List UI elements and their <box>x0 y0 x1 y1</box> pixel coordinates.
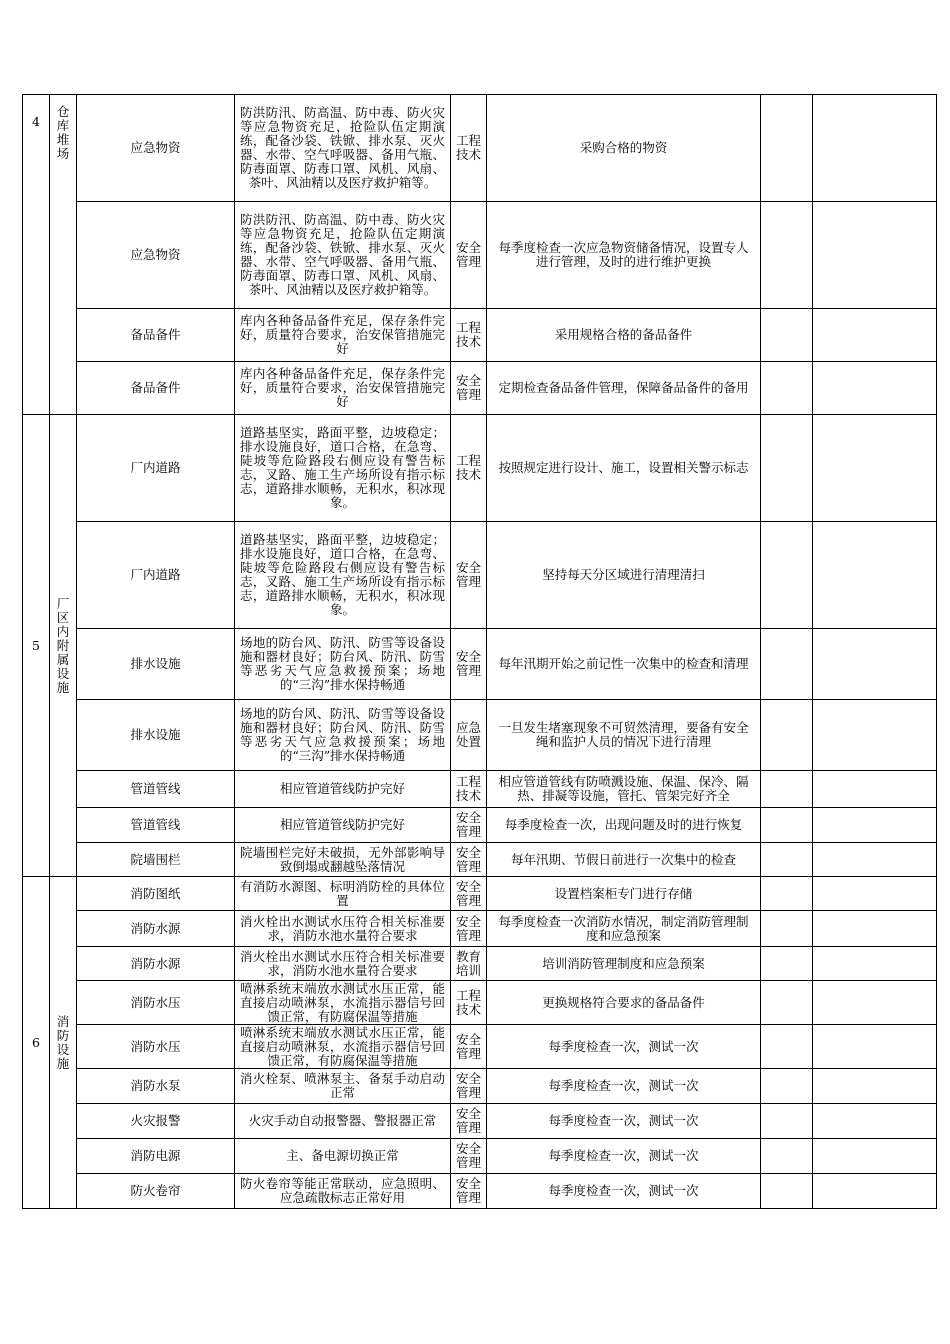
measure-type: 安全管理 <box>451 1025 487 1069</box>
requirement: 主、备电源切换正常 <box>235 1139 451 1174</box>
table-row <box>23 771 937 808</box>
control-measure: 每季度检查一次，测试一次 <box>487 1025 761 1069</box>
control-measure: 每季度检查一次，测试一次 <box>487 1174 761 1209</box>
item-name: 消防水泵 <box>77 1069 235 1104</box>
empty-cell-b <box>813 95 937 202</box>
table-row <box>23 415 937 522</box>
empty-cell-b <box>813 1139 937 1174</box>
control-measure: 定期检查备品备件管理，保障备品备件的备用 <box>487 362 761 415</box>
control-measure: 每季度检查一次消防水情况，制定消防管理制度和应急预案 <box>487 911 761 947</box>
item-name: 防火卷帘 <box>77 1174 235 1209</box>
empty-cell-a <box>761 1174 813 1209</box>
item-name: 管道管线 <box>77 771 235 808</box>
measure-type: 安全管理 <box>451 629 487 700</box>
control-measure: 更换规格符合要求的备品备件 <box>487 981 761 1025</box>
measure-type: 安全管理 <box>451 1174 487 1209</box>
empty-cell-a <box>761 415 813 522</box>
measure-type: 工程技术 <box>451 771 487 808</box>
measure-type: 安全管理 <box>451 1069 487 1104</box>
table-row <box>23 629 937 700</box>
measure-type: 工程技术 <box>451 95 487 202</box>
requirement: 喷淋系统末端放水测试水压正常，能直接启动喷淋泵，水流指示器信号回馈正常，有防腐保温等措施 <box>235 1025 451 1069</box>
item-name: 火灾报警 <box>77 1104 235 1139</box>
group-name: 厂区内附属设施 <box>50 415 77 877</box>
measure-type: 工程技术 <box>451 415 487 522</box>
control-measure: 坚持每天分区域进行清理清扫 <box>487 522 761 629</box>
table-row <box>23 1104 937 1139</box>
item-name: 排水设施 <box>77 629 235 700</box>
item-name: 消防图纸 <box>77 877 235 911</box>
requirement: 库内各种备品备件充足，保存条件完好，质量符合要求，治安保管措施完好 <box>235 362 451 415</box>
empty-cell-a <box>761 843 813 877</box>
table-row <box>23 362 937 415</box>
measure-type: 安全管理 <box>451 202 487 309</box>
hazard-control-table <box>22 94 937 1209</box>
requirement: 道路基坚实，路面平整，边坡稳定；排水设施良好，道口合格，在急弯、陡坡等危险路段右侧应设有警告标志，叉路、施工生产场所设有指示标志，道路排水顺畅，无积水，积冰现象。 <box>235 522 451 629</box>
control-measure: 每季度检查一次应急物资储备情况，设置专人进行管理，及时的进行维护更换 <box>487 202 761 309</box>
measure-type: 安全管理 <box>451 1139 487 1174</box>
group-number: 5 <box>23 415 50 877</box>
empty-cell-a <box>761 95 813 202</box>
item-name: 应急物资 <box>77 202 235 309</box>
empty-cell-a <box>761 700 813 771</box>
empty-cell-b <box>813 808 937 843</box>
requirement: 有消防水源图、标明消防栓的具体位置 <box>235 877 451 911</box>
item-name: 应急物资 <box>77 95 235 202</box>
measure-type: 安全管理 <box>451 362 487 415</box>
group-number: 6 <box>23 877 50 1209</box>
control-measure: 设置档案柜专门进行存储 <box>487 877 761 911</box>
measure-type: 工程技术 <box>451 981 487 1025</box>
empty-cell-a <box>761 808 813 843</box>
empty-cell-b <box>813 843 937 877</box>
item-name: 消防水压 <box>77 1025 235 1069</box>
empty-cell-b <box>813 415 937 522</box>
control-measure: 每季度检查一次，测试一次 <box>487 1104 761 1139</box>
empty-cell-a <box>761 362 813 415</box>
empty-cell-a <box>761 1069 813 1104</box>
requirement: 消火栓出水测试水压符合相关标准要求，消防水池水量符合要求 <box>235 947 451 981</box>
empty-cell-a <box>761 1025 813 1069</box>
table-row <box>23 947 937 981</box>
table-row <box>23 981 937 1025</box>
control-measure: 一旦发生堵塞现象不可贸然清理，要备有安全绳和监护人员的情况下进行清理 <box>487 700 761 771</box>
control-measure: 每季度检查一次，测试一次 <box>487 1139 761 1174</box>
item-name: 消防电源 <box>77 1139 235 1174</box>
item-name: 排水设施 <box>77 700 235 771</box>
item-name: 厂内道路 <box>77 415 235 522</box>
requirement: 喷淋系统末端放水测试水压正常，能直接启动喷淋泵，水流指示器信号回馈正常，有防腐保温等措施 <box>235 981 451 1025</box>
table-row <box>23 877 937 911</box>
table-row <box>23 1025 937 1069</box>
requirement: 院墙围栏完好未破损，无外部影响导致倒塌或翻越坠落情况 <box>235 843 451 877</box>
requirement: 场地的防台风、防汛、防雪等设备设施和器材良好；防台风、防汛、防雪等恶劣天气应急救援预案；场地的“三沟”排水保持畅通 <box>235 700 451 771</box>
empty-cell-b <box>813 981 937 1025</box>
table-row <box>23 309 937 362</box>
control-measure: 每季度检查一次，出现问题及时的进行恢复 <box>487 808 761 843</box>
table-row <box>23 843 937 877</box>
item-name: 备品备件 <box>77 362 235 415</box>
group-name: 仓库堆场 <box>50 95 77 415</box>
empty-cell-b <box>813 202 937 309</box>
empty-cell-b <box>813 522 937 629</box>
empty-cell-b <box>813 362 937 415</box>
measure-type: 安全管理 <box>451 808 487 843</box>
control-measure: 每年汛期、节假日前进行一次集中的检查 <box>487 843 761 877</box>
measure-type: 教育培训 <box>451 947 487 981</box>
empty-cell-b <box>813 629 937 700</box>
empty-cell-a <box>761 309 813 362</box>
empty-cell-a <box>761 522 813 629</box>
requirement: 火灾手动自动报警器、警报器正常 <box>235 1104 451 1139</box>
empty-cell-a <box>761 629 813 700</box>
measure-type: 安全管理 <box>451 1104 487 1139</box>
empty-cell-b <box>813 1069 937 1104</box>
requirement: 相应管道管线防护完好 <box>235 808 451 843</box>
empty-cell-b <box>813 700 937 771</box>
item-name: 厂内道路 <box>77 522 235 629</box>
empty-cell-b <box>813 947 937 981</box>
requirement: 消火栓出水测试水压符合相关标准要求，消防水池水量符合要求 <box>235 911 451 947</box>
measure-type: 安全管理 <box>451 911 487 947</box>
group-number: 4 <box>23 95 50 415</box>
empty-cell-b <box>813 309 937 362</box>
control-measure: 采用规格合格的备品备件 <box>487 309 761 362</box>
empty-cell-a <box>761 1139 813 1174</box>
item-name: 消防水源 <box>77 911 235 947</box>
empty-cell-a <box>761 1104 813 1139</box>
empty-cell-a <box>761 771 813 808</box>
requirement: 防洪防汛、防高温、防中毒、防火灾等应急物资充足，抢险队伍定期演练，配备沙袋、铁锨、排水泵、灭火器、水带、空气呼吸器、备用气瓶、防毒面罩、防毒口罩、风机、风扇、茶叶、风油精以及医疗救护箱等。 <box>235 95 451 202</box>
table-row <box>23 808 937 843</box>
control-measure: 每季度检查一次，测试一次 <box>487 1069 761 1104</box>
empty-cell-a <box>761 202 813 309</box>
item-name: 备品备件 <box>77 309 235 362</box>
item-name: 管道管线 <box>77 808 235 843</box>
measure-type: 安全管理 <box>451 522 487 629</box>
measure-type: 安全管理 <box>451 843 487 877</box>
item-name: 消防水源 <box>77 947 235 981</box>
table-row <box>23 1069 937 1104</box>
requirement: 防火卷帘等能正常联动，应急照明、应急疏散标志正常好用 <box>235 1174 451 1209</box>
requirement: 相应管道管线防护完好 <box>235 771 451 808</box>
table-row <box>23 1174 937 1209</box>
group-name: 消防设施 <box>50 877 77 1209</box>
measure-type: 工程技术 <box>451 309 487 362</box>
control-measure: 相应管道管线有防喷溅设施、保温、保冷、隔热、排凝等设施，管托、管架完好齐全 <box>487 771 761 808</box>
measure-type: 安全管理 <box>451 877 487 911</box>
empty-cell-b <box>813 1174 937 1209</box>
empty-cell-a <box>761 981 813 1025</box>
table-row <box>23 522 937 629</box>
control-measure: 培训消防管理制度和应急预案 <box>487 947 761 981</box>
empty-cell-b <box>813 1104 937 1139</box>
empty-cell-b <box>813 771 937 808</box>
requirement: 道路基坚实，路面平整，边坡稳定；排水设施良好，道口合格，在急弯、陡坡等危险路段右侧应设有警告标志，叉路、施工生产场所设有指示标志，道路排水顺畅，无积水，积冰现象。 <box>235 415 451 522</box>
item-name: 消防水压 <box>77 981 235 1025</box>
table-row <box>23 1139 937 1174</box>
empty-cell-b <box>813 1025 937 1069</box>
control-measure: 按照规定进行设计、施工，设置相关警示标志 <box>487 415 761 522</box>
requirement: 场地的防台风、防汛、防雪等设备设施和器材良好；防台风、防汛、防雪等恶劣天气应急救援预案；场地的“三沟”排水保持畅通 <box>235 629 451 700</box>
requirement: 库内各种备品备件充足，保存条件完好，质量符合要求，治安保管措施完好 <box>235 309 451 362</box>
empty-cell-b <box>813 877 937 911</box>
control-measure: 每年汛期开始之前记性一次集中的检查和清理 <box>487 629 761 700</box>
table-row <box>23 911 937 947</box>
empty-cell-a <box>761 877 813 911</box>
table-body <box>23 95 937 1209</box>
table-row <box>23 700 937 771</box>
empty-cell-b <box>813 911 937 947</box>
requirement: 防洪防汛、防高温、防中毒、防火灾等应急物资充足，抢险队伍定期演练，配备沙袋、铁锨、排水泵、灭火器、水带、空气呼吸器、备用气瓶、防毒面罩、防毒口罩、风机、风扇、茶叶、风油精以及医疗救护箱等。 <box>235 202 451 309</box>
empty-cell-a <box>761 947 813 981</box>
empty-cell-a <box>761 911 813 947</box>
control-measure: 采购合格的物资 <box>487 95 761 202</box>
table-row <box>23 95 937 202</box>
requirement: 消火栓泵、喷淋泵主、备泵手动启动正常 <box>235 1069 451 1104</box>
table-row <box>23 202 937 309</box>
measure-type: 应急处置 <box>451 700 487 771</box>
item-name: 院墙围栏 <box>77 843 235 877</box>
